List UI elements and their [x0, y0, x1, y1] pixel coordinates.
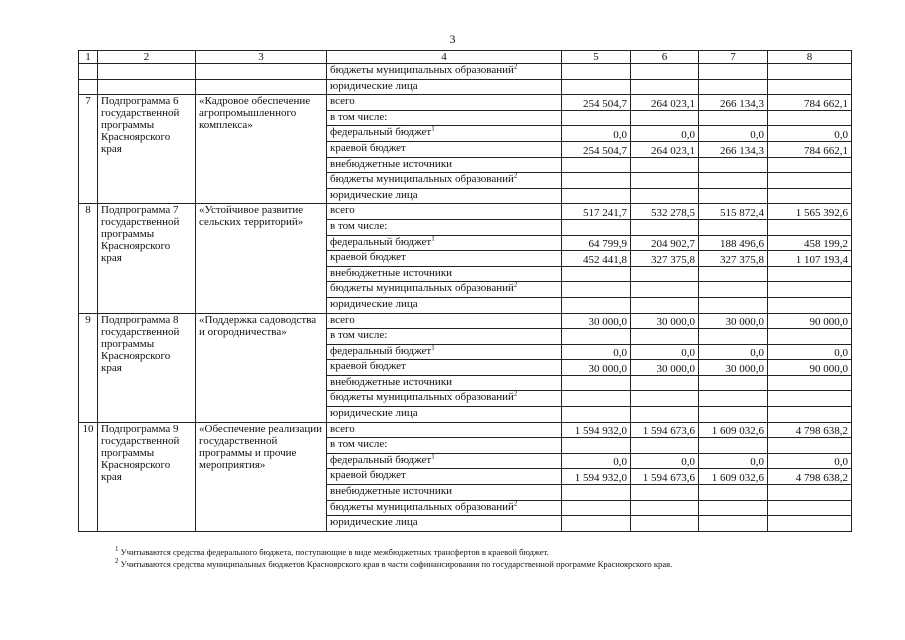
- value-cell: [562, 516, 631, 532]
- header-cell: 2: [98, 51, 196, 64]
- source-label: в том числе:: [330, 110, 388, 123]
- value-cell: 0,0: [768, 344, 852, 360]
- table-row: [79, 95, 852, 111]
- source-label: бюджеты муниципальных образований: [330, 64, 514, 76]
- value-cell: [699, 110, 768, 126]
- source-label: краевой бюджет: [330, 251, 406, 264]
- source-cell: [327, 173, 562, 189]
- source-cell: [327, 360, 562, 376]
- cell-empty: [98, 64, 196, 80]
- header-cell: 5: [562, 51, 631, 64]
- value-cell: [768, 407, 852, 423]
- value-cell: [562, 79, 631, 95]
- value-cell: [768, 329, 852, 345]
- footnote-mark: 2: [115, 557, 119, 566]
- value-cell: [631, 375, 699, 391]
- subprogram-title: «Устойчивое развитие сельских территорий»: [196, 204, 327, 313]
- value-cell: 784 662,1: [768, 141, 852, 157]
- source-label: краевой бюджет: [330, 141, 406, 154]
- value-cell: [699, 188, 768, 204]
- value-cell: [631, 391, 699, 407]
- value-cell: 1 609 032,6: [699, 422, 768, 438]
- value-cell: [631, 64, 699, 80]
- source-label: в том числе:: [330, 329, 388, 342]
- value-cell: 30 000,0: [562, 360, 631, 376]
- value-cell: [699, 391, 768, 407]
- subprogram-title: «Кадровое обеспечение агропромышленного комплекса»: [196, 95, 327, 204]
- source-cell: [327, 95, 562, 111]
- row-number: 8: [79, 204, 98, 313]
- value-cell: [768, 438, 852, 454]
- source-label: бюджеты муниципальных образований: [330, 500, 514, 513]
- value-cell: [631, 173, 699, 189]
- source-label: федеральный бюджет: [330, 235, 432, 248]
- value-cell: 0,0: [562, 453, 631, 469]
- value-cell: [699, 516, 768, 532]
- value-cell: 1 594 673,6: [631, 469, 699, 485]
- value-cell: [631, 438, 699, 454]
- source-label: краевой бюджет: [330, 469, 406, 482]
- value-cell: [768, 79, 852, 95]
- footnote-ref: 1: [431, 125, 435, 133]
- row-number: 7: [79, 95, 98, 204]
- source-label: всего: [330, 204, 355, 217]
- source-label: федеральный бюджет: [330, 453, 432, 466]
- value-cell: 254 504,7: [562, 141, 631, 157]
- source-cell: [327, 438, 562, 454]
- footnote-ref: 2: [513, 172, 518, 180]
- value-cell: [699, 438, 768, 454]
- source-cell: [327, 391, 562, 407]
- source-cell: [327, 219, 562, 235]
- value-cell: [562, 407, 631, 423]
- value-cell: 0,0: [699, 453, 768, 469]
- value-cell: [699, 407, 768, 423]
- funding-table: [78, 50, 852, 532]
- value-cell: [768, 110, 852, 126]
- subprogram-title: «Поддержка садоводства и огородничества»: [196, 313, 327, 422]
- source-cell: [327, 485, 562, 501]
- value-cell: [768, 266, 852, 282]
- source-label: юридические лица: [330, 297, 418, 310]
- header-cell: 3: [196, 51, 327, 64]
- value-cell: [562, 329, 631, 345]
- value-cell: 784 662,1: [768, 95, 852, 111]
- value-cell: 0,0: [631, 344, 699, 360]
- value-cell: [562, 282, 631, 298]
- value-cell: [562, 391, 631, 407]
- source-cell: [327, 516, 562, 532]
- value-cell: [562, 297, 631, 313]
- subprogram-name: Подпрограмма 6 государственной программы Красноярского края: [98, 95, 196, 204]
- source-cell: [327, 375, 562, 391]
- value-cell: [631, 516, 699, 532]
- subprogram-title: «Обеспечение реализации государственной программы и прочие мероприятия»: [196, 422, 327, 531]
- footnote-text: Учитываются средства федерального бюджета, поступающие в виде межбюджетных трансфертов в краевой бюджет.: [120, 547, 549, 557]
- source-cell: [327, 500, 562, 516]
- source-label: всего: [330, 95, 355, 108]
- cell-empty: [79, 79, 98, 95]
- source-cell: [327, 266, 562, 282]
- value-cell: 266 134,3: [699, 141, 768, 157]
- source-label: внебюджетные источники: [330, 375, 453, 388]
- source-label: всего: [330, 422, 355, 435]
- value-cell: 1 565 392,6: [768, 204, 852, 220]
- value-cell: [562, 438, 631, 454]
- row-number: 10: [79, 422, 98, 531]
- value-cell: 254 504,7: [562, 95, 631, 111]
- value-cell: 327 375,8: [699, 251, 768, 267]
- subprogram-name: Подпрограмма 8 государственной программы Красноярского края: [98, 313, 196, 422]
- value-cell: 90 000,0: [768, 313, 852, 329]
- source-label: бюджеты муниципальных образований: [330, 391, 514, 404]
- source-cell: [327, 204, 562, 220]
- source-cell: [327, 344, 562, 360]
- source-cell: [327, 64, 562, 80]
- value-cell: 458 199,2: [768, 235, 852, 251]
- footnote-text: Учитываются средства муниципальных бюджетов Красноярского края в части софинансирования по государственной программе Красноярского края.: [120, 559, 673, 569]
- value-cell: [631, 500, 699, 516]
- row-number: 9: [79, 313, 98, 422]
- value-cell: [699, 64, 768, 80]
- value-cell: [631, 188, 699, 204]
- value-cell: 188 496,6: [699, 235, 768, 251]
- value-cell: [768, 297, 852, 313]
- source-cell: [327, 407, 562, 423]
- value-cell: 515 872,4: [699, 204, 768, 220]
- value-cell: [699, 173, 768, 189]
- value-cell: 0,0: [631, 126, 699, 142]
- value-cell: 532 278,5: [631, 204, 699, 220]
- source-label: юридические лица: [330, 188, 418, 201]
- value-cell: 64 799,9: [562, 235, 631, 251]
- source-label: внебюджетные источники: [330, 157, 453, 170]
- source-label: федеральный бюджет: [330, 344, 432, 357]
- value-cell: [562, 266, 631, 282]
- value-cell: [699, 297, 768, 313]
- value-cell: 30 000,0: [562, 313, 631, 329]
- footnote-ref: 2: [513, 500, 518, 507]
- value-cell: 204 902,7: [631, 235, 699, 251]
- value-cell: [562, 188, 631, 204]
- source-cell: [327, 141, 562, 157]
- value-cell: 4 798 638,2: [768, 469, 852, 485]
- value-cell: 1 594 932,0: [562, 422, 631, 438]
- source-label: бюджеты муниципальных образований: [330, 282, 514, 295]
- value-cell: 0,0: [768, 453, 852, 469]
- value-cell: [699, 282, 768, 298]
- table-row: [79, 204, 852, 220]
- value-cell: [562, 500, 631, 516]
- value-cell: [699, 79, 768, 95]
- value-cell: [699, 157, 768, 173]
- value-cell: [699, 485, 768, 501]
- value-cell: [768, 500, 852, 516]
- footnote-ref: 2: [513, 63, 518, 71]
- value-cell: [768, 391, 852, 407]
- value-cell: 1 594 673,6: [631, 422, 699, 438]
- value-cell: [699, 266, 768, 282]
- footnote-2: [115, 558, 672, 570]
- source-label: федеральный бюджет: [330, 126, 432, 139]
- value-cell: [699, 329, 768, 345]
- subprogram-name: Подпрограмма 9 государственной программы Красноярского края: [98, 422, 196, 531]
- source-label: внебюджетные источники: [330, 485, 453, 498]
- value-cell: 0,0: [699, 126, 768, 142]
- value-cell: [699, 219, 768, 235]
- source-label: всего: [330, 313, 355, 326]
- cell-empty: [79, 64, 98, 80]
- value-cell: [631, 282, 699, 298]
- value-cell: 517 241,7: [562, 204, 631, 220]
- footnote-ref: 2: [513, 281, 518, 289]
- value-cell: 90 000,0: [768, 360, 852, 376]
- source-cell: [327, 79, 562, 95]
- cell-empty: [196, 64, 327, 80]
- footnotes: [115, 546, 672, 570]
- value-cell: 264 023,1: [631, 95, 699, 111]
- value-cell: 1 594 932,0: [562, 469, 631, 485]
- value-cell: [768, 64, 852, 80]
- header-row: [79, 51, 852, 64]
- header-cell: 4: [327, 51, 562, 64]
- value-cell: [768, 219, 852, 235]
- value-cell: [631, 79, 699, 95]
- value-cell: [768, 485, 852, 501]
- source-label: юридические лица: [330, 79, 418, 92]
- value-cell: [699, 500, 768, 516]
- cell-empty: [196, 79, 327, 95]
- value-cell: [562, 157, 631, 173]
- source-cell: [327, 282, 562, 298]
- value-cell: 30 000,0: [699, 360, 768, 376]
- value-cell: 30 000,0: [699, 313, 768, 329]
- footnote-mark: 1: [115, 545, 119, 554]
- value-cell: 1 107 193,4: [768, 251, 852, 267]
- value-cell: [562, 110, 631, 126]
- value-cell: [768, 157, 852, 173]
- source-cell: [327, 422, 562, 438]
- value-cell: 0,0: [562, 126, 631, 142]
- value-cell: [699, 375, 768, 391]
- source-cell: [327, 235, 562, 251]
- value-cell: [562, 173, 631, 189]
- page-number: 3: [449, 32, 456, 46]
- value-cell: [562, 64, 631, 80]
- footnote-ref: 1: [431, 235, 435, 242]
- source-label: бюджеты муниципальных образований: [330, 173, 514, 186]
- table-body: [79, 51, 852, 532]
- source-cell: [327, 157, 562, 173]
- source-label: юридические лица: [330, 516, 418, 529]
- value-cell: [631, 110, 699, 126]
- source-cell: [327, 329, 562, 345]
- value-cell: [768, 173, 852, 189]
- value-cell: 264 023,1: [631, 141, 699, 157]
- value-cell: [631, 266, 699, 282]
- value-cell: [631, 329, 699, 345]
- subprogram-name: Подпрограмма 7 государственной программы Красноярского края: [98, 204, 196, 313]
- value-cell: 0,0: [562, 344, 631, 360]
- source-label: в том числе:: [330, 219, 388, 232]
- value-cell: [631, 219, 699, 235]
- value-cell: [562, 485, 631, 501]
- source-label: в том числе:: [330, 438, 388, 451]
- table-row: [79, 422, 852, 438]
- value-cell: [768, 188, 852, 204]
- value-cell: 30 000,0: [631, 360, 699, 376]
- value-cell: [631, 157, 699, 173]
- source-cell: [327, 313, 562, 329]
- footnote-1: [115, 546, 672, 558]
- value-cell: 30 000,0: [631, 313, 699, 329]
- source-cell: [327, 188, 562, 204]
- value-cell: 0,0: [768, 126, 852, 142]
- table-row: [79, 79, 852, 95]
- source-cell: [327, 251, 562, 267]
- source-cell: [327, 469, 562, 485]
- source-cell: [327, 297, 562, 313]
- header-cell: 6: [631, 51, 699, 64]
- source-label: внебюджетные источники: [330, 266, 453, 279]
- source-cell: [327, 110, 562, 126]
- value-cell: [631, 407, 699, 423]
- source-label: краевой бюджет: [330, 360, 406, 373]
- value-cell: 327 375,8: [631, 251, 699, 267]
- source-cell: [327, 126, 562, 142]
- value-cell: 4 798 638,2: [768, 422, 852, 438]
- header-cell: 8: [768, 51, 852, 64]
- footnote-ref: 1: [431, 453, 435, 461]
- table-row: [79, 64, 852, 80]
- value-cell: 452 441,8: [562, 251, 631, 267]
- value-cell: [631, 485, 699, 501]
- value-cell: [562, 219, 631, 235]
- source-label: юридические лица: [330, 407, 418, 420]
- value-cell: [768, 282, 852, 298]
- value-cell: [562, 375, 631, 391]
- value-cell: 0,0: [631, 453, 699, 469]
- header-cell: 1: [79, 51, 98, 64]
- value-cell: [768, 375, 852, 391]
- source-cell: [327, 453, 562, 469]
- cell-empty: [98, 79, 196, 95]
- header-cell: 7: [699, 51, 768, 64]
- table-row: [79, 313, 852, 329]
- value-cell: 266 134,3: [699, 95, 768, 111]
- value-cell: [768, 516, 852, 532]
- footnote-ref: 1: [431, 344, 435, 352]
- value-cell: 1 609 032,6: [699, 469, 768, 485]
- value-cell: 0,0: [699, 344, 768, 360]
- value-cell: [631, 297, 699, 313]
- footnote-ref: 2: [513, 390, 518, 398]
